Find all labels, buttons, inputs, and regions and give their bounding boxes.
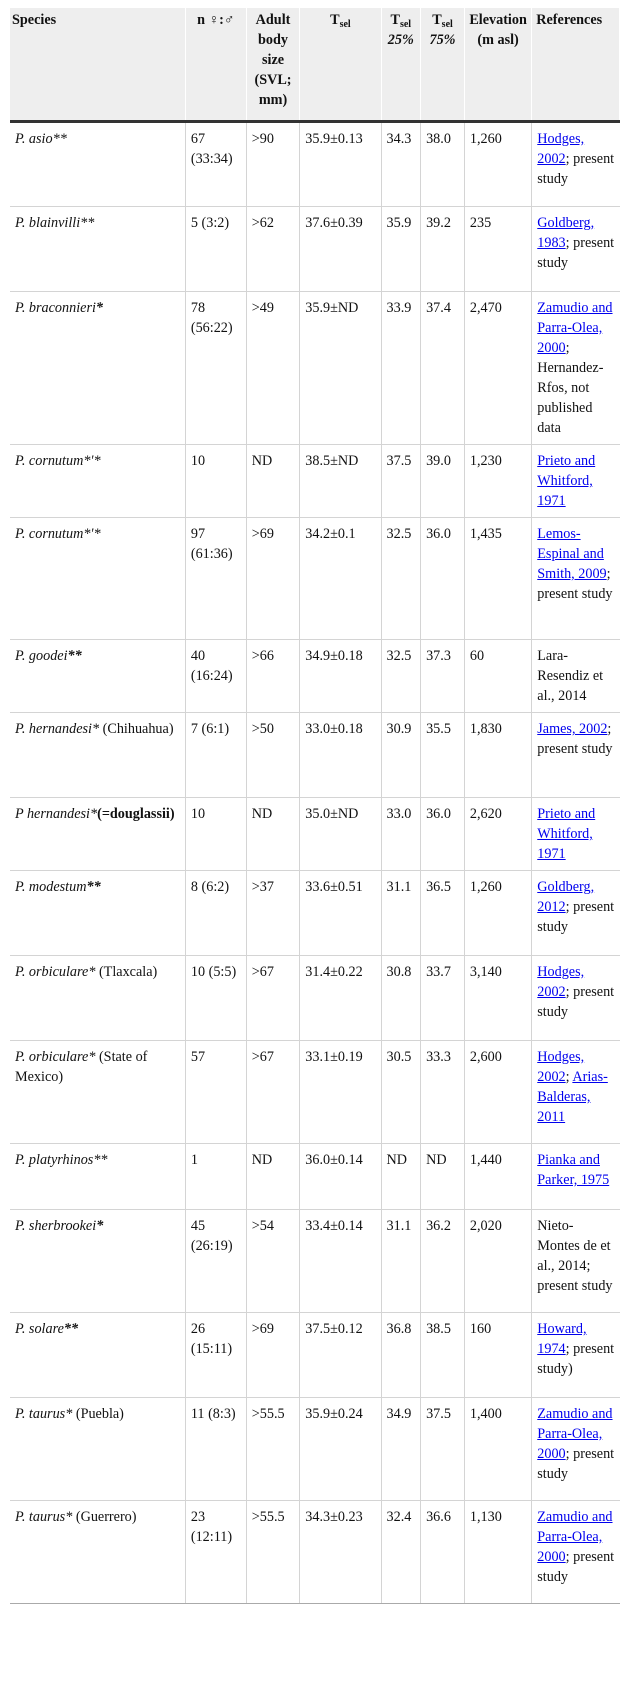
species-locality: (Puebla): [72, 1406, 124, 1422]
cell-tsel: 34.3±0.23: [300, 1501, 381, 1604]
cell-t25: 33.0: [381, 798, 421, 871]
reference-link[interactable]: Pianka and Parker, 1975: [537, 1152, 610, 1188]
cell-tsel: 37.5±0.12: [300, 1313, 381, 1398]
cell-t75: 36.0: [421, 518, 465, 640]
references-cell: [532, 1313, 620, 1398]
cell-elev: 1,260: [464, 871, 531, 956]
species-cell: [10, 292, 185, 445]
species-locality: (Tlaxcala): [95, 964, 158, 980]
references-cell: [532, 1041, 620, 1144]
header-row: [10, 8, 620, 122]
species-mark: *: [95, 300, 104, 316]
species-name: P. asio: [15, 131, 53, 147]
cell-elev: 2,020: [464, 1210, 531, 1313]
cell-t75: ND: [421, 1144, 465, 1210]
cell-t75: 33.7: [421, 956, 465, 1041]
references-cell: [532, 292, 620, 445]
cell-t25: 37.5: [381, 445, 421, 518]
species-cell: [10, 798, 185, 871]
cell-elev: 1,435: [464, 518, 531, 640]
reference-link[interactable]: James, 2002: [537, 721, 608, 737]
species-name: P. platyrhinos: [15, 1152, 94, 1168]
cell-size: ND: [246, 445, 299, 518]
table-row: [10, 956, 620, 1041]
references-cell: [532, 122, 620, 207]
cell-t75: 33.3: [421, 1041, 465, 1144]
cell-t75: 36.0: [421, 798, 465, 871]
species-mark: *: [88, 964, 96, 980]
cell-size: >67: [246, 956, 299, 1041]
cell-tsel: 31.4±0.22: [300, 956, 381, 1041]
reference-text: Lara-Resendiz et al., 2014: [537, 648, 604, 704]
references-cell: [532, 1144, 620, 1210]
cell-size: ND: [246, 1144, 299, 1210]
reference-link[interactable]: Prieto and Whitford, 1971: [537, 806, 596, 862]
species-mark: **: [80, 215, 95, 231]
species-name: P. braconnieri: [15, 300, 96, 316]
species-cell: [10, 871, 185, 956]
species-cell: [10, 1313, 185, 1398]
cell-elev: 160: [464, 1313, 531, 1398]
cell-t75: 36.6: [421, 1501, 465, 1604]
reference-text: ; present study: [537, 1549, 615, 1585]
species-name: P hernandesi: [15, 806, 91, 822]
cell-tsel: 33.6±0.51: [300, 871, 381, 956]
cell-t75: 38.0: [421, 122, 465, 207]
cell-size: >54: [246, 1210, 299, 1313]
cell-t25: 30.8: [381, 956, 421, 1041]
cell-size: >69: [246, 1313, 299, 1398]
species-name: P. blainvilli: [15, 215, 81, 231]
species-mark: *: [91, 721, 100, 737]
cell-size: >67: [246, 1041, 299, 1144]
reference-link[interactable]: Hodges, 2002: [537, 131, 585, 167]
col-tsel25: $T_{sel}$ 25%: [381, 8, 421, 122]
cell-t25: 32.4: [381, 1501, 421, 1604]
cell-elev: 1,400: [464, 1398, 531, 1501]
species-name: P. sherbrookei: [15, 1218, 97, 1234]
table-row: [10, 640, 620, 713]
cell-n: 10: [185, 798, 246, 871]
species-cell: [10, 1144, 185, 1210]
cell-t25: 32.5: [381, 640, 421, 713]
cell-t75: 36.5: [421, 871, 465, 956]
reference-text: ; Hernandez-Rfos, not published data: [537, 340, 604, 436]
col-tsel: $T_{sel}$: [300, 8, 381, 122]
table-row: [10, 207, 620, 292]
cell-n: 23 (12:11): [185, 1501, 246, 1604]
species-cell: [10, 1210, 185, 1313]
cell-tsel: 33.0±0.18: [300, 713, 381, 798]
cell-t25: 30.9: [381, 713, 421, 798]
data-table: [10, 8, 620, 1604]
table-row: [10, 518, 620, 640]
species-mark: *: [96, 1218, 104, 1234]
reference-text: ; present study: [537, 721, 613, 757]
table-row: [10, 445, 620, 518]
cell-n: 40 (16:24): [185, 640, 246, 713]
cell-tsel: 35.0±ND: [300, 798, 381, 871]
cell-size: >37: [246, 871, 299, 956]
cell-size: >90: [246, 122, 299, 207]
reference-text: Nieto-Montes de et al., 2014; present study: [537, 1218, 613, 1294]
cell-n: 97 (61:36): [185, 518, 246, 640]
reference-text: ; present study): [537, 1341, 615, 1377]
reference-text: ; present study: [537, 151, 615, 187]
reference-text: ; present study: [537, 899, 615, 935]
references-cell: [532, 798, 620, 871]
table-row: [10, 1313, 620, 1398]
cell-size: >62: [246, 207, 299, 292]
reference-text: ;: [565, 1069, 573, 1085]
reference-link[interactable]: Zamudio and Parra-Olea, 2000: [537, 1406, 613, 1462]
references-cell: [532, 956, 620, 1041]
species-name: P. taurus: [15, 1509, 66, 1525]
col-elevation: Elevation (m asl): [464, 8, 531, 122]
cell-elev: 60: [464, 640, 531, 713]
cell-tsel: 33.4±0.14: [300, 1210, 381, 1313]
references-cell: [532, 1501, 620, 1604]
cell-t75: 37.5: [421, 1398, 465, 1501]
cell-t75: 38.5: [421, 1313, 465, 1398]
reference-text: ; present study: [537, 984, 615, 1020]
references-cell: [532, 518, 620, 640]
reference-link[interactable]: Prieto and Whitford, 1971: [537, 453, 596, 509]
cell-t75: 37.3: [421, 640, 465, 713]
table-row: [10, 798, 620, 871]
cell-size: >55.5: [246, 1501, 299, 1604]
cell-elev: 1,230: [464, 445, 531, 518]
species-mark: **: [67, 648, 82, 664]
species-mark: *'*: [83, 453, 101, 469]
species-name: P. orbiculare: [15, 964, 89, 980]
cell-n: 45 (26:19): [185, 1210, 246, 1313]
species-mark: **: [86, 879, 101, 895]
cell-t25: 31.1: [381, 871, 421, 956]
species-cell: [10, 445, 185, 518]
cell-n: 7 (6:1): [185, 713, 246, 798]
reference-link[interactable]: Lemos-Espinal and Smith, 2009: [537, 526, 607, 582]
cell-t25: 34.3: [381, 122, 421, 207]
table-row: [10, 1501, 620, 1604]
species-name: P. taurus: [15, 1406, 66, 1422]
species-name: P. orbiculare: [15, 1049, 89, 1065]
species-mark: *: [65, 1406, 73, 1422]
cell-size: ND: [246, 798, 299, 871]
cell-t75: 35.5: [421, 713, 465, 798]
table-row: [10, 1041, 620, 1144]
cell-t25: 33.9: [381, 292, 421, 445]
cell-size: >49: [246, 292, 299, 445]
references-cell: [532, 713, 620, 798]
cell-elev: 1,130: [464, 1501, 531, 1604]
cell-elev: 2,470: [464, 292, 531, 445]
reference-link[interactable]: Goldberg, 2012: [537, 879, 595, 915]
cell-t25: ND: [381, 1144, 421, 1210]
cell-t75: 39.2: [421, 207, 465, 292]
species-cell: [10, 518, 185, 640]
cell-elev: 1,260: [464, 122, 531, 207]
col-references: References: [532, 8, 620, 122]
cell-n: 11 (8:3): [185, 1398, 246, 1501]
cell-elev: 1,440: [464, 1144, 531, 1210]
cell-tsel: 34.9±0.18: [300, 640, 381, 713]
species-name: P. cornutum: [15, 453, 84, 469]
cell-size: >55.5: [246, 1398, 299, 1501]
species-cell: [10, 956, 185, 1041]
cell-tsel: 33.1±0.19: [300, 1041, 381, 1144]
references-cell: [532, 1210, 620, 1313]
cell-tsel: 35.9±0.24: [300, 1398, 381, 1501]
species-cell: [10, 1501, 185, 1604]
cell-size: >69: [246, 518, 299, 640]
table-row: [10, 1210, 620, 1313]
reference-link[interactable]: Hodges, 2002: [537, 964, 585, 1000]
species-cell: [10, 713, 185, 798]
col-size: Adult body size (SVL; mm): [246, 8, 299, 122]
table-row: [10, 1144, 620, 1210]
species-name: P. solare: [15, 1321, 64, 1337]
cell-n: 78 (56:22): [185, 292, 246, 445]
species-locality: (State of Mexico): [15, 1049, 148, 1085]
cell-elev: 2,620: [464, 798, 531, 871]
species-name: P. modestum: [15, 879, 87, 895]
cell-n: 10: [185, 445, 246, 518]
references-cell: [532, 640, 620, 713]
references-cell: [532, 207, 620, 292]
cell-tsel: 34.2±0.1: [300, 518, 381, 640]
reference-text: ; present study: [537, 1446, 615, 1482]
species-name: P. cornutum: [15, 526, 84, 542]
cell-t25: 30.5: [381, 1041, 421, 1144]
species-mark: **: [63, 1321, 79, 1337]
species-mark: *: [90, 806, 98, 822]
species-mark: *: [65, 1509, 73, 1525]
species-mark: *: [88, 1049, 96, 1065]
table-row: [10, 1398, 620, 1501]
reference-link[interactable]: Zamudio and Parra-Olea, 2000: [537, 1509, 613, 1565]
cell-elev: 235: [464, 207, 531, 292]
table-row: [10, 871, 620, 956]
cell-n: 67 (33:34): [185, 122, 246, 207]
references-cell: [532, 445, 620, 518]
cell-tsel: 35.9±ND: [300, 292, 381, 445]
species-name: P. hernandesi: [15, 721, 92, 737]
cell-n: 8 (6:2): [185, 871, 246, 956]
cell-t25: 34.9: [381, 1398, 421, 1501]
species-mark: *'*: [83, 526, 101, 542]
species-cell: [10, 640, 185, 713]
cell-tsel: 37.6±0.39: [300, 207, 381, 292]
cell-t25: 32.5: [381, 518, 421, 640]
reference-link[interactable]: Goldberg, 1983: [537, 215, 595, 251]
cell-n: 10 (5:5): [185, 956, 246, 1041]
col-tsel75: $T_{sel}$ 75%: [421, 8, 465, 122]
species-cell: [10, 1398, 185, 1501]
cell-size: >50: [246, 713, 299, 798]
reference-link[interactable]: Howard, 1974: [537, 1321, 587, 1357]
species-locality: (=douglassii): [97, 806, 175, 822]
col-species: Species: [10, 8, 185, 122]
species-cell: [10, 207, 185, 292]
cell-t25: 35.9: [381, 207, 421, 292]
reference-link[interactable]: Hodges, 2002: [537, 1049, 585, 1085]
cell-t25: 36.8: [381, 1313, 421, 1398]
table-row: [10, 122, 620, 207]
cell-n: 26 (15:11): [185, 1313, 246, 1398]
cell-t75: 39.0: [421, 445, 465, 518]
cell-size: >66: [246, 640, 299, 713]
reference-link[interactable]: Arias-Balderas, 2011: [537, 1069, 608, 1125]
species-cell: [10, 122, 185, 207]
cell-t25: 31.1: [381, 1210, 421, 1313]
cell-tsel: 36.0±0.14: [300, 1144, 381, 1210]
reference-link[interactable]: Zamudio and Parra-Olea, 2000: [537, 300, 613, 356]
species-mark: **: [93, 1152, 108, 1168]
cell-n: 5 (3:2): [185, 207, 246, 292]
species-locality: (Chihuahua): [99, 721, 174, 737]
col-n: n ♀:♂: [185, 8, 246, 122]
cell-t75: 36.2: [421, 1210, 465, 1313]
reference-text: ; present study: [537, 235, 615, 271]
species-mark: **: [52, 131, 67, 147]
cell-tsel: 38.5±ND: [300, 445, 381, 518]
species-name: P. goodei: [15, 648, 68, 664]
cell-n: 1: [185, 1144, 246, 1210]
references-cell: [532, 871, 620, 956]
table-row: [10, 713, 620, 798]
cell-elev: 3,140: [464, 956, 531, 1041]
reference-text: ; present study: [537, 566, 613, 602]
species-locality: (Guerrero): [72, 1509, 137, 1525]
cell-t75: 37.4: [421, 292, 465, 445]
references-cell: [532, 1398, 620, 1501]
cell-elev: 1,830: [464, 713, 531, 798]
cell-elev: 2,600: [464, 1041, 531, 1144]
species-cell: [10, 1041, 185, 1144]
cell-tsel: 35.9±0.13: [300, 122, 381, 207]
table-row: [10, 292, 620, 445]
cell-n: 57: [185, 1041, 246, 1144]
